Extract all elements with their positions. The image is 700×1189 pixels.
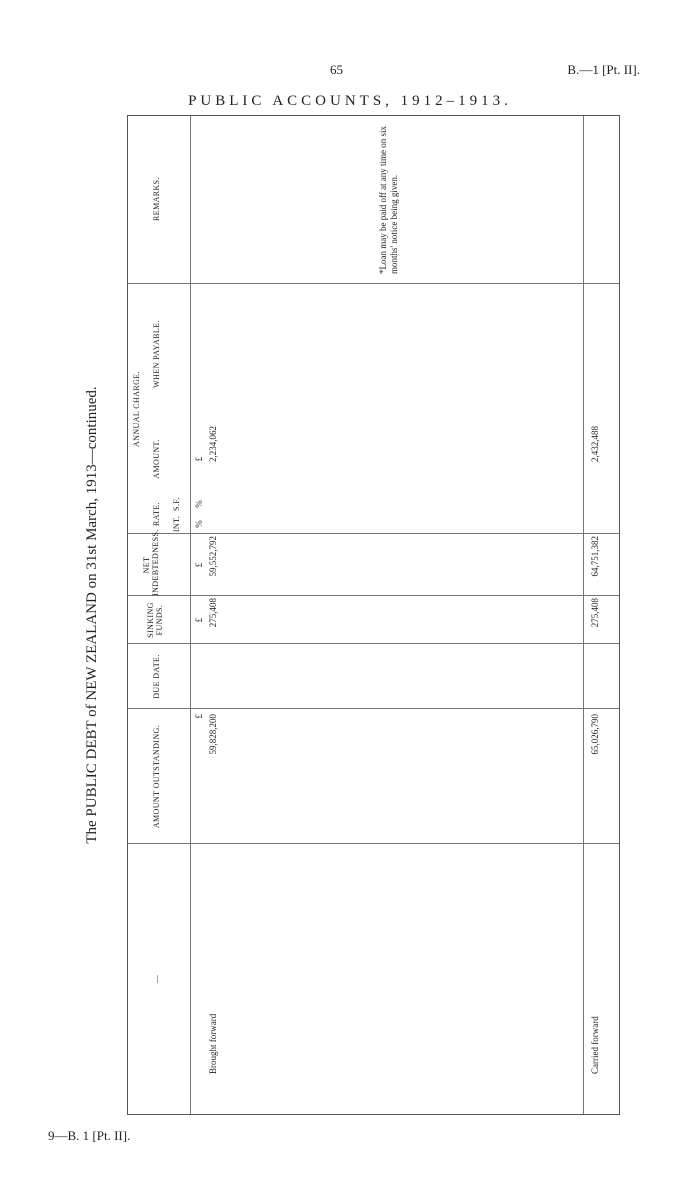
unit-pound: £ <box>194 617 204 623</box>
header-rate: RATE. <box>152 502 161 526</box>
header-net-indebtedness: NET INDEBTEDNESS. <box>142 529 161 596</box>
table-title: The PUBLIC DEBT of NEW ZEALAND on 31st March, 1913—continued. <box>84 386 100 844</box>
header-amount: AMOUNT. <box>152 439 161 479</box>
footer-reference: 9—B. 1 [Pt. II]. <box>48 1128 131 1143</box>
brought-forward-sinking-funds: 275,408 <box>208 598 218 628</box>
carried-forward-annual-charge: 2,432,488 <box>590 426 600 462</box>
header-remarks: REMARKS. <box>152 177 161 221</box>
page-number: 65 <box>330 62 343 77</box>
rotated-table-region <box>75 115 620 1115</box>
unit-pound: £ <box>194 456 204 462</box>
header-rule <box>190 116 191 1114</box>
unit-percent: % <box>194 520 204 528</box>
carried-forward-sinking-funds: 275,408 <box>590 598 600 628</box>
col-divider <box>128 708 619 709</box>
unit-percent: % <box>194 500 204 508</box>
header-description: — <box>152 974 161 984</box>
header-annual-charge: ANNUAL CHARGE. <box>132 371 141 447</box>
header-sinking-funds: SINKING FUNDS. <box>146 602 165 638</box>
remark-note: *Loan may be paid off at any time on six months' notice being given. <box>378 125 399 274</box>
col-divider <box>128 283 619 284</box>
brought-forward-label: Brought forward <box>208 1013 218 1074</box>
brought-forward-annual-charge: 2,234,062 <box>208 426 218 462</box>
carried-forward-outstanding: 65,026,790 <box>590 714 600 755</box>
brought-forward-outstanding: 59,828,200 <box>208 714 218 755</box>
carried-forward-net: 64,751,382 <box>590 536 600 577</box>
public-debt-table <box>127 115 620 1115</box>
unit-pound: £ <box>194 562 204 568</box>
carried-forward-label: Carried forward <box>590 1016 600 1074</box>
page-reference: B.—1 [Pt. II]. <box>567 62 640 77</box>
unit-pound: £ <box>194 714 204 719</box>
page-heading: PUBLIC ACCOUNTS, 1912–1913. <box>188 93 512 109</box>
header-rate-int: INT. <box>172 515 181 533</box>
header-amount-outstanding: AMOUNT OUTSTANDING. <box>152 724 161 829</box>
header-rate-sf: S.F. <box>172 497 181 511</box>
col-divider <box>128 843 619 844</box>
header-due-date: DUE DATE. <box>152 654 161 699</box>
totals-rule <box>583 116 584 1114</box>
brought-forward-net: 59,552,792 <box>208 536 218 577</box>
header-when-payable: WHEN PAYABLE. <box>152 320 161 388</box>
